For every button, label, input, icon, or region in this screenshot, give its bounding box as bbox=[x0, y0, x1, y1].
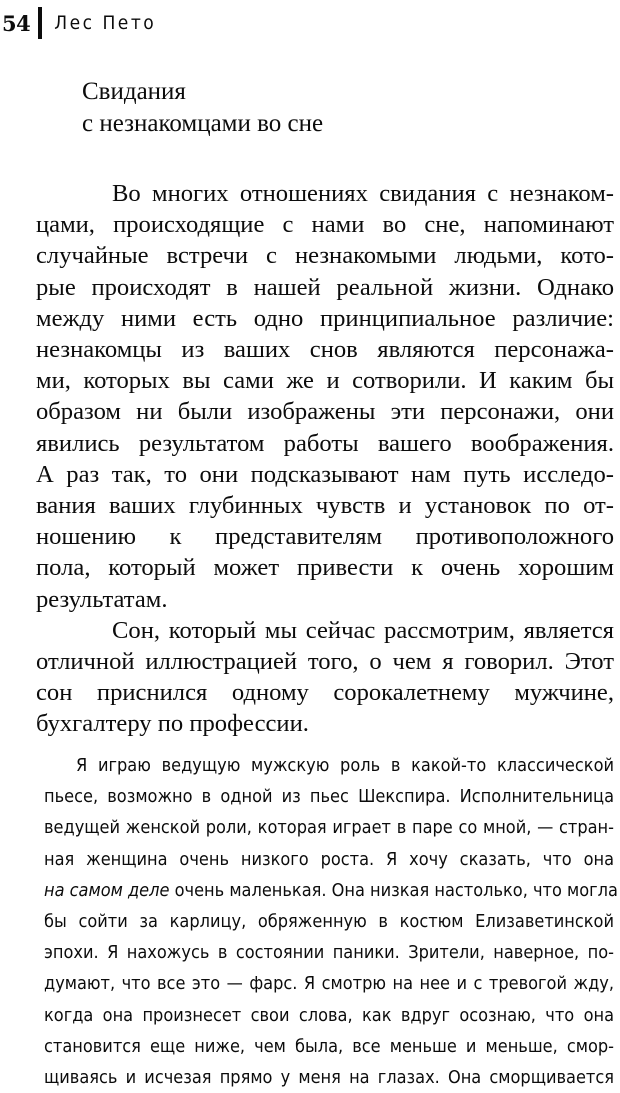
body-line: случайные встречи с незнакомыми людьми, кото- bbox=[36, 242, 614, 270]
body-line: Сон, который мы сейчас рассмотрим, является bbox=[112, 616, 614, 644]
body-line: ношению к представителям противоположного bbox=[36, 523, 614, 551]
dream-excerpt bbox=[44, 750, 618, 1093]
body-line: между ними есть одно принципиальное различие: bbox=[36, 304, 614, 332]
dream-line-rest: очень маленькая. Она низкая настолько, что могла bbox=[174, 879, 618, 901]
body-line: бухгалтеру по профессии. bbox=[36, 710, 309, 738]
dream-line: бы сойти за карлицу, обряженную в костюм Елизаветинской bbox=[44, 911, 614, 933]
emphasized-phrase: на самом деле bbox=[44, 879, 170, 901]
dream-line: ная женщина очень низкого роста. Я хочу сказать, что она bbox=[44, 848, 614, 870]
body-line: сон приснился одному сорокалетнему мужчине, bbox=[36, 679, 614, 707]
page-number: 54 bbox=[2, 10, 31, 36]
section-heading-line-1: Свидания bbox=[82, 78, 186, 105]
body-line: явились результатом работы вашего воображения. bbox=[36, 429, 614, 457]
body-line: образом ни были изображены эти персонажи, они bbox=[36, 398, 614, 426]
page-header bbox=[0, 6, 156, 40]
body-line: цами, происходящие с нами во сне, напоминают bbox=[36, 211, 614, 239]
body-line: вания ваших глубинных чувств и установок по от- bbox=[36, 492, 614, 520]
body-line: пола, который может привести к очень хорошим bbox=[36, 554, 614, 582]
body-line: ми, которых вы сами же и сотворили. И каким бы bbox=[36, 367, 614, 395]
dream-line-with-emphasis bbox=[44, 875, 618, 906]
dream-line: щиваясь и исчезая прямо у меня на глазах. Она сморщивается bbox=[44, 1067, 614, 1089]
section-heading-line-2: с незнакомцами во сне bbox=[82, 110, 324, 137]
header-divider bbox=[38, 7, 42, 39]
body-line: Во многих отношениях свидания с незнаком- bbox=[112, 180, 614, 207]
dream-line: когда она произнесет свои слова, как вдруг осознаю, что она bbox=[44, 1004, 614, 1026]
body-line: незнакомцы из ваших снов являются персонажа- bbox=[36, 336, 614, 364]
section-heading bbox=[82, 76, 323, 140]
dream-line: эпохи. Я нахожусь в состоянии паники. Зрители, наверное, по- bbox=[44, 942, 614, 964]
dream-line: Я играю ведущую мужскую роль в какой-то классической bbox=[76, 755, 614, 776]
body-line: рые происходят в нашей реальной жизни. Однако bbox=[36, 273, 614, 301]
body-line: А раз так, то они подсказывают нам путь исследо- bbox=[36, 460, 614, 488]
body-line: отличной иллюстрацией того, о чем я говорил. Этот bbox=[36, 648, 614, 676]
dream-line: думают, что все это — фарс. Я смотрю на нее и с тревогой жду, bbox=[44, 973, 614, 995]
body-paragraphs bbox=[36, 178, 614, 740]
dream-line: становится еще ниже, чем была, все меньше и меньше, смор- bbox=[44, 1035, 614, 1057]
running-title: Лес Пето bbox=[54, 12, 157, 34]
dream-line: ведущей женской роли, которая играет в паре со мной, — стран- bbox=[44, 817, 614, 839]
body-line: результатам. bbox=[36, 585, 168, 613]
dream-line: пьесе, возможно в одной из пьес Шекспира. Исполнительница bbox=[44, 786, 614, 808]
